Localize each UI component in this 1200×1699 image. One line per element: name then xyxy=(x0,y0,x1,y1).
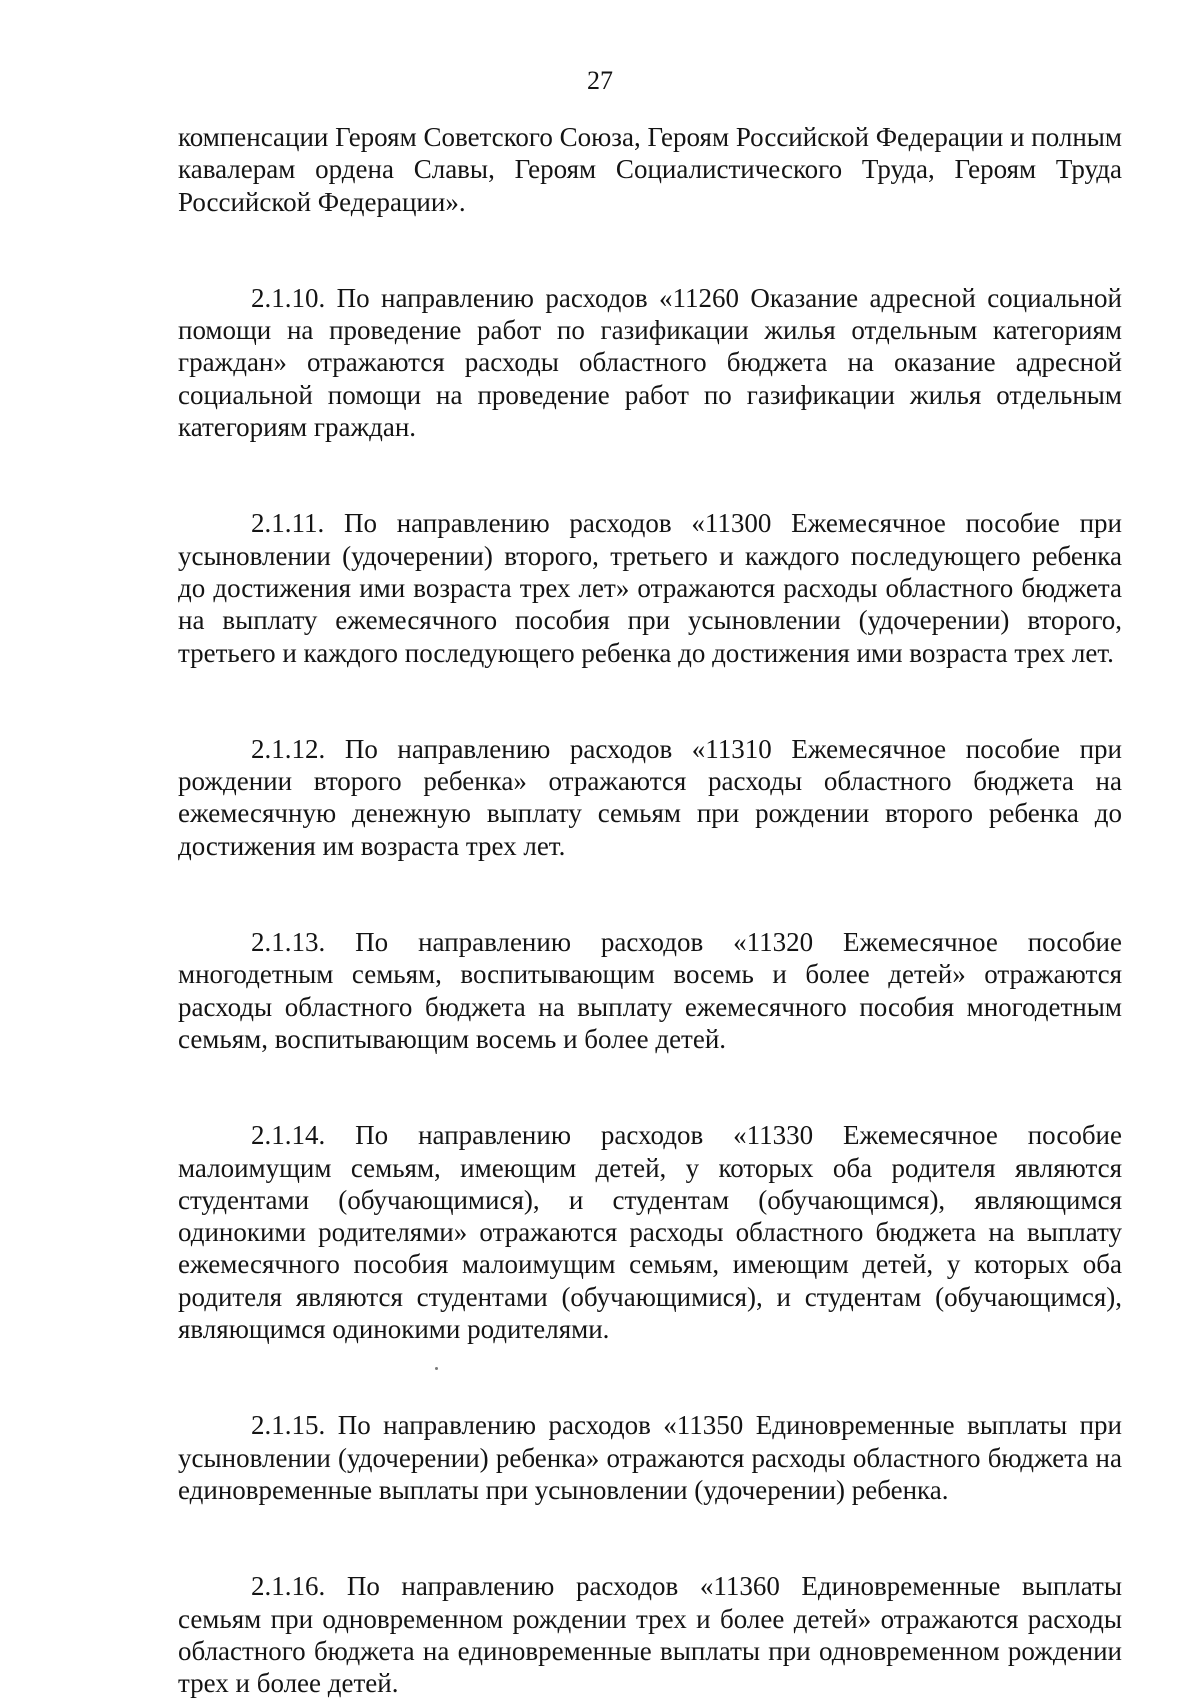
paragraph-2-1-10: 2.1.10. По направлению расходов «11260 Оказание адресной социальной помощи на проведение работ по газификации жилья отдельным категориям граждан» отражаются расходы областного бюджета на оказание адресной социальной помощи на проведение работ по газификации жилья отдельным категориям граждан. xyxy=(178,282,1122,443)
paragraph-2-1-14: 2.1.14. По направлению расходов «11330 Ежемесячное пособие малоимущим семьям, имеющим детей, у которых оба родителя являются студентами (обучающимися), и студентам (обучающимся), являющимся одинокими родителями» отражаются расходы областного бюджета на выплату ежемесячного пособия малоимущим семьям, имеющим детей, у которых оба родителя являются студентами (обучающимися), и студентам (обучающимся), являющимся одинокими родителями. xyxy=(178,1120,1122,1345)
paragraph-2-1-13: 2.1.13. По направлению расходов «11320 Ежемесячное пособие многодетным семьям, воспитывающим восемь и более детей» отражаются расходы областного бюджета на выплату ежемесячного пособия многодетным семьям, воспитывающим восемь и более детей. xyxy=(178,927,1122,1054)
paragraph-2-1-15: 2.1.15. По направлению расходов «11350 Единовременные выплаты при усыновлении (удочерении) ребенка» отражаются расходы областного бюджета на единовременные выплаты при усыновлении (удочерении) ребенка. xyxy=(178,1410,1122,1505)
scan-speck xyxy=(435,1367,438,1370)
paragraph-2-1-16: 2.1.16. По направлению расходов «11360 Единовременные выплаты семьям при одновременном рождении трех и более детей» отражаются расходы областного бюджета на единовременные выплаты при одновременном рождении трех и более детей. xyxy=(178,1571,1122,1699)
document-body xyxy=(178,121,1122,1699)
page-number: 27 xyxy=(587,66,613,95)
paragraph-2-1-12: 2.1.12. По направлению расходов «11310 Ежемесячное пособие при рождении второго ребенка» отражаются расходы областного бюджета на ежемесячную денежную выплату семьям при рождении второго ребенка до достижения им возраста трех лет. xyxy=(178,733,1122,861)
paragraph-continuation: компенсации Героям Советского Союза, Героям Российской Федерации и полным кавалерам ордена Славы, Героям Социалистического Труда, Героям Труда Российской Федерации». xyxy=(178,122,1122,217)
paragraph-2-1-11: 2.1.11. По направлению расходов «11300 Ежемесячное пособие при усыновлении (удочерении) второго, третьего и каждого последующего ребенка до достижения ими возраста трех лет» отражаются расходы областного бюджета на выплату ежемесячного пособия при усыновлении (удочерении) второго, третьего и каждого последующего ребенка до достижения ими возраста трех лет. xyxy=(178,508,1122,668)
